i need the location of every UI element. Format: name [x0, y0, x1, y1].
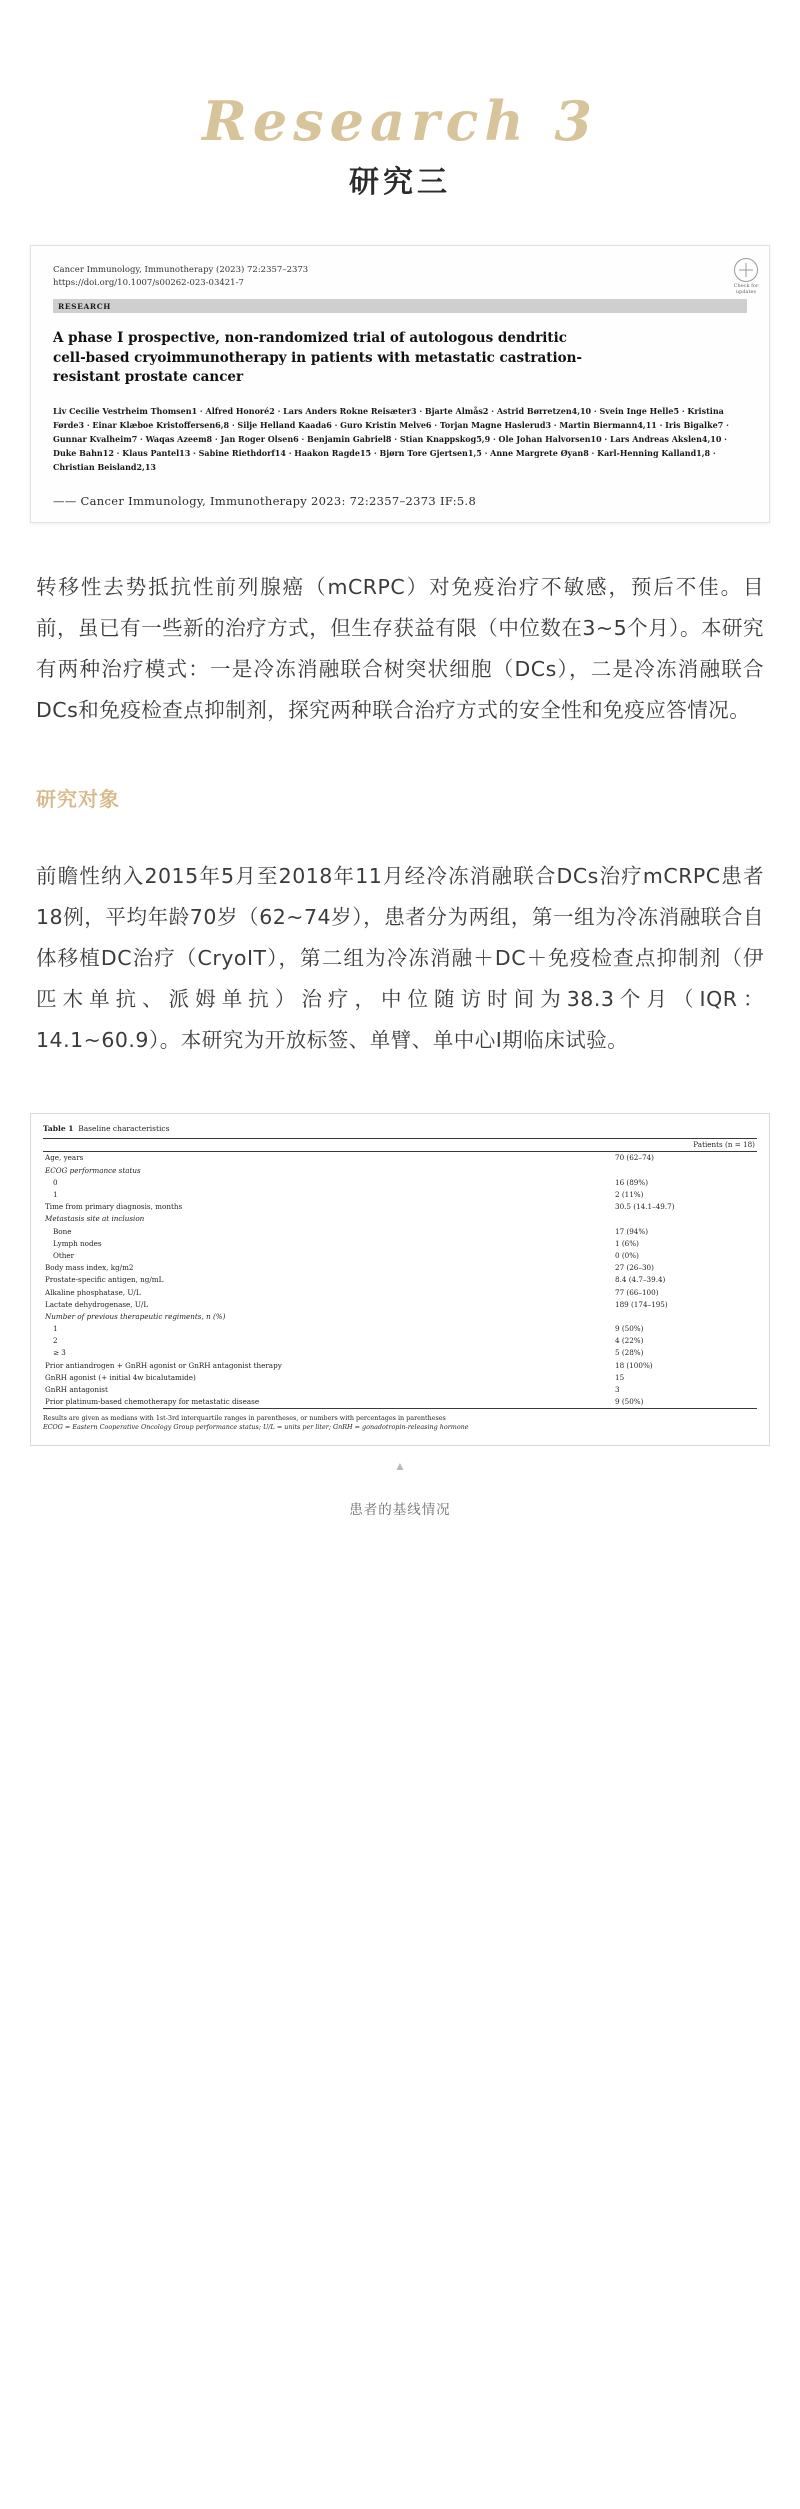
table-cell-value — [613, 1310, 757, 1322]
table-cell-label: Alkaline phosphatase, U/L — [45, 1287, 141, 1297]
table-cell-value: 30.5 (14.1–49.7) — [615, 1202, 675, 1212]
table-cell-label: Lymph nodes — [53, 1238, 102, 1248]
table-cell-label: Number of previous therapeutic regiments, n (%) — [45, 1311, 226, 1321]
table-note-1: Results are given as medians with 1st-3rd interquartile ranges in parentheses, or numbers with percentages in parentheses — [43, 1413, 446, 1422]
table-header-patients: Patients (n = 18) — [613, 1138, 757, 1151]
table-row — [43, 1396, 757, 1409]
body-paragraph-1: 转移性去势抵抗性前列腺癌（mCRPC）对免疫治疗不敏感，预后不佳。目前，虽已有一些新的治疗方式，但生存获益有限（中位数在3~5个月）。本研究有两种治疗模式：一是冷冻消融联合树突状细胞（DCs），二是冷冻消融联合DCs和免疫检查点抑制剂，探究两种联合治疗方式的安全性和免疫应答情况。 — [36, 574, 764, 722]
paper-authors: Liv Cecilie Vestrheim Thomsen1 · Alfred Honoré2 · Lars Anders Rokne Reisæter3 · Bjarte Almås2 · Astrid Børretzen4,10 · Svein Inge Helle5 · Kristina Førde3 · Einar Klæboe Kristoffersen6,8 · Silje Helland Kaada6 · Guro Kristin Melve6 · Torjan Magne Haslerud3 · Martin Biermann4,11 · Iris Bigalke7 · Gunnar Kvalheim7 · Waqas Azeem8 · Jan Roger Olsen6 · Benjamin Gabriel8 · Stian Knappskog5,9 · Ole Johan Halvorsen10 · Lars Andreas Akslen4,10 · Duke Bahn12 · Klaus Pantel13 · Sabine Riethdorf14 · Haakon Ragde15 · Bjørn Tore Gjertsen1,5 · Anne Margrete Øyan8 · Karl-Henning Kalland1,8 · Christian Beisland2,13 — [53, 405, 729, 472]
table-cell-label: Prior antiandrogen + GnRH agonist or GnRH antagonist therapy — [45, 1360, 282, 1370]
baseline-table-head — [43, 1138, 757, 1151]
table-cell-value: 77 (66–100) — [615, 1287, 659, 1297]
table-note-2: ECOG = Eastern Cooperative Oncology Group performance status; U/L = units per liter; GnRH = gonadotropin-releasing hormone — [43, 1423, 469, 1432]
crossmark-icon — [734, 258, 758, 282]
article-type-label: RESEARCH — [58, 301, 111, 311]
table-cell-value: 0 (0%) — [615, 1250, 639, 1260]
table-row — [43, 1249, 757, 1261]
table-caption — [43, 1124, 757, 1133]
journal-reference — [53, 264, 747, 289]
table-cell-label: Prior platinum-based chemotherapy for metastatic disease — [43, 1396, 613, 1409]
baseline-table — [43, 1138, 757, 1409]
table-cell-label: 0 — [53, 1177, 58, 1187]
table-cell-label: Metastasis site at inclusion — [45, 1214, 145, 1224]
table-cell-label: Lactate dehydrogenase, U/L — [45, 1299, 149, 1309]
paper-source-footer: —— Cancer Immunology, Immunotherapy 2023: 72:2357–2373 IF:5.8 — [53, 493, 477, 508]
table-row — [43, 1213, 757, 1225]
table-cell-value — [613, 1164, 757, 1176]
table-cell-value: 9 (50%) — [615, 1324, 644, 1334]
table-row — [43, 1237, 757, 1249]
table-caption-number: Table 1 — [43, 1123, 74, 1133]
table-cell-label: GnRH agonist (+ initial 4w bicalutamide) — [45, 1372, 196, 1382]
crossmark-label: Check for updates — [733, 283, 759, 296]
table-row — [43, 1371, 757, 1383]
table-notes — [43, 1414, 757, 1433]
table-cell-label: Age, years — [45, 1153, 84, 1163]
table-row — [43, 1201, 757, 1213]
caret-icon: ▲ — [394, 1459, 406, 1474]
table-row — [43, 1225, 757, 1237]
article-body — [0, 567, 800, 1061]
table-row — [43, 1335, 757, 1347]
body-paragraph-2: 前瞻性纳入2015年5月至2018年11月经冷冻消融联合DCs治疗mCRPC患者18例，平均年龄70岁（62~74岁），患者分为两组，第一组为冷冻消融联合自体移植DC治疗（CryoIT），第二组为冷冻消融＋DC＋免疫检查点抑制剂（伊匹木单抗、派姆单抗）治疗，中位随访时间为38.3个月（IQR：14.1~60.9）。本研究为开放标签、单臂、单中心I期临床试验。 — [36, 863, 764, 1052]
table-cell-label: Prostate-specific antigen, ng/mL — [45, 1275, 164, 1285]
table-cell-label: ≥ 3 — [53, 1348, 66, 1358]
table-cell-label: 2 — [53, 1336, 58, 1346]
table-cell-value: 2 (11%) — [615, 1190, 644, 1200]
table-cell-value: 8.4 (4.7–39.4) — [615, 1275, 666, 1285]
table-cell-label: Bone — [53, 1226, 72, 1236]
journal-doi-line: https://doi.org/10.1007/s00262-023-03421-7 — [53, 277, 244, 288]
table-row — [43, 1164, 757, 1176]
section-heading-study-subjects: 研究对象 — [36, 786, 120, 811]
page-header — [0, 0, 800, 201]
table-cell-label: Other — [53, 1250, 75, 1260]
table-caption-text: Baseline characteristics — [78, 1123, 170, 1133]
table-row — [43, 1262, 757, 1274]
table-cell-value: 27 (26–30) — [615, 1263, 654, 1273]
table-cell-value: 16 (89%) — [615, 1177, 649, 1187]
table-cell-value: 5 (28%) — [615, 1348, 644, 1358]
table-row — [43, 1298, 757, 1310]
table-cell-value: 3 — [615, 1385, 620, 1395]
paper-citation-card — [30, 245, 770, 522]
journal-reference-line1: Cancer Immunology, Immunotherapy (2023) 72:2357–2373 — [53, 265, 309, 276]
table-cell-value — [613, 1213, 757, 1225]
table-row — [43, 1359, 757, 1371]
table-header-row — [43, 1138, 757, 1151]
table-row — [43, 1347, 757, 1359]
table-row — [43, 1176, 757, 1188]
baseline-characteristics-figure — [30, 1113, 770, 1446]
table-header-characteristic — [43, 1138, 613, 1151]
table-row — [43, 1188, 757, 1200]
table-cell-value: 17 (94%) — [615, 1226, 649, 1236]
article-type-bar — [53, 299, 747, 313]
table-cell-value: 70 (62–74) — [615, 1153, 654, 1163]
figure-caption: 患者的基线情况 — [349, 1502, 451, 1519]
table-row — [43, 1151, 757, 1164]
table-cell-value: 15 — [615, 1372, 625, 1382]
table-cell-value: 1 (6%) — [615, 1238, 639, 1248]
page-title-script: Research 3 — [202, 89, 598, 153]
table-cell-label: 1 — [53, 1324, 58, 1334]
table-row — [43, 1383, 757, 1395]
table-row — [43, 1310, 757, 1322]
table-cell-label: GnRH antagonist — [45, 1385, 108, 1395]
crossmark-badge — [725, 258, 767, 296]
table-cell-value: 18 (100%) — [615, 1360, 653, 1370]
table-cell-label: ECOG performance status — [45, 1165, 141, 1175]
table-row — [43, 1286, 757, 1298]
table-cell-label: 1 — [53, 1190, 58, 1200]
table-cell-label: Body mass index, kg/m2 — [45, 1263, 134, 1273]
baseline-table-body — [43, 1151, 757, 1408]
table-cell-label: Time from primary diagnosis, months — [45, 1202, 183, 1212]
paper-title: A phase I prospective, non-randomized trial of autologous dendritic cell-based cryoimmunotherapy in patients with metastatic castration-resistant prostate cancer — [53, 330, 582, 386]
table-cell-value: 4 (22%) — [615, 1336, 644, 1346]
page-title-chinese: 研究三 — [349, 165, 451, 201]
table-cell-value: 9 (50%) — [613, 1396, 757, 1409]
table-row — [43, 1274, 757, 1286]
table-cell-value: 189 (174–195) — [615, 1299, 668, 1309]
table-row — [43, 1323, 757, 1335]
